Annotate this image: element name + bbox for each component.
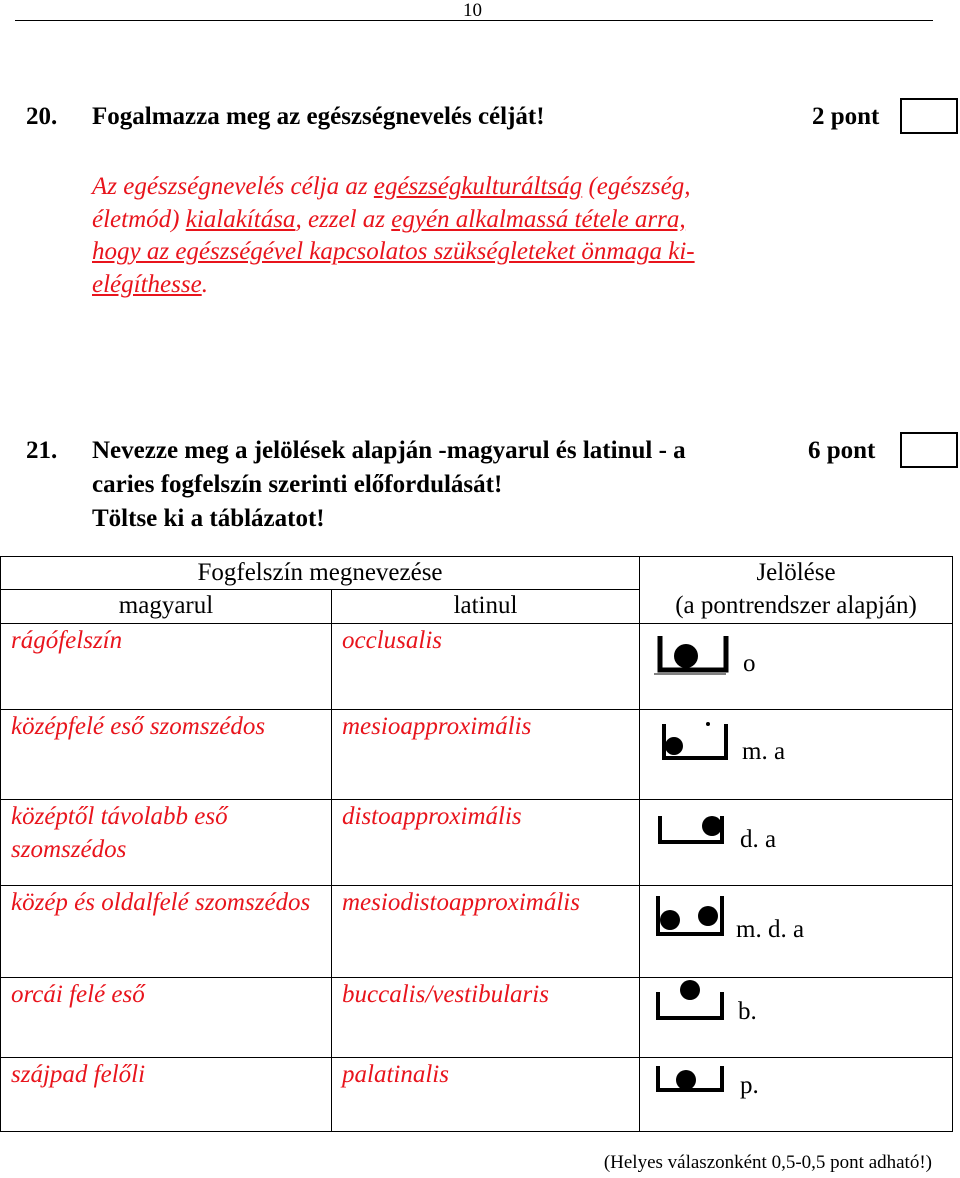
- answer-text: Az egészségnevelés célja az: [92, 173, 374, 200]
- mesiodistal-mark-icon: [652, 892, 732, 940]
- question-21-text-line2: caries fogfelszín szerinti előfordulását!: [92, 471, 503, 498]
- question-21-number: 21.: [26, 437, 58, 464]
- answer-line: [92, 269, 812, 302]
- question-21-points: 6 pont: [808, 437, 876, 464]
- cell-marking: [640, 800, 953, 886]
- question-20-text: Fogalmazza meg az egészségnevelés célját!: [92, 103, 545, 130]
- table-row: [1, 624, 953, 710]
- mark-label: b.: [738, 998, 757, 1025]
- cell-marking: [640, 710, 953, 800]
- mesial-mark-icon: [660, 718, 740, 764]
- table-row: [1, 886, 953, 978]
- palatal-mark-icon: [652, 1060, 732, 1100]
- cell-marking: [640, 886, 953, 978]
- table-row: [1, 1058, 953, 1132]
- cell-latin[interactable]: mesiodistoapproximális: [332, 886, 640, 978]
- answer-text: (egészség,: [582, 173, 691, 200]
- distal-mark-icon: [656, 806, 736, 852]
- cell-hungarian[interactable]: középfelé eső szomszédos: [1, 710, 332, 800]
- question-20-number: 20.: [26, 103, 58, 130]
- cell-latin[interactable]: distoapproximális: [332, 800, 640, 886]
- table-row: [1, 978, 953, 1058]
- question-20-answer: [92, 171, 812, 301]
- cell-hungarian[interactable]: középtől távolabb eső szomszédos: [1, 800, 332, 886]
- cell-latin[interactable]: buccalis/vestibularis: [332, 978, 640, 1058]
- mark-label: o: [743, 650, 756, 677]
- table-row: [1, 710, 953, 800]
- header-marking-note: (a pontrendszer alapján): [640, 590, 953, 624]
- header-hungarian: magyarul: [1, 590, 332, 624]
- answer-text: életmód): [92, 205, 186, 233]
- question-21-text-line3: Töltse ki a táblázatot!: [92, 505, 325, 532]
- cell-hungarian[interactable]: orcái felé eső: [1, 978, 332, 1058]
- question-20-points: 2 pont: [812, 103, 880, 130]
- header-rule: [15, 20, 933, 21]
- caries-surface-table: [0, 556, 953, 1132]
- page-number: 10: [463, 0, 482, 21]
- cell-marking: [640, 624, 953, 710]
- cell-hungarian[interactable]: szájpad felőli: [1, 1058, 332, 1132]
- question-21-text-line1: Nevezze meg a jelölések alapján -magyarul és latinul - a: [92, 437, 686, 464]
- mark-label: p.: [740, 1072, 759, 1099]
- answer-underlined-text: kialakítása: [185, 205, 296, 233]
- table-row: [1, 800, 953, 886]
- cell-hungarian[interactable]: közép és oldalfelé szomszédos: [1, 886, 332, 978]
- footnote: (Helyes válaszonként 0,5-0,5 pont adható!): [603, 1152, 932, 1173]
- answer-underlined-text: egészségkulturáltság: [373, 173, 583, 200]
- header-surface-name: Fogfelszín megnevezése: [1, 557, 640, 590]
- answer-text: .: [201, 270, 208, 298]
- cell-marking: [640, 1058, 953, 1132]
- mark-label: m. d. a: [736, 916, 805, 943]
- cell-latin[interactable]: palatinalis: [332, 1058, 640, 1132]
- answer-line: [92, 236, 812, 269]
- cell-hungarian[interactable]: rágófelszín: [1, 624, 332, 710]
- mark-label: d. a: [740, 826, 777, 853]
- mark-label: m. a: [742, 738, 786, 765]
- answer-line: [92, 204, 812, 237]
- cell-latin[interactable]: occlusalis: [332, 624, 640, 710]
- cell-marking: [640, 978, 953, 1058]
- answer-text: , ezzel az: [295, 205, 392, 233]
- cell-latin[interactable]: mesioapproximális: [332, 710, 640, 800]
- answer-underlined-text: hogy az egészségével kapcsolatos szükségleteket önmaga ki-: [92, 238, 695, 265]
- question-20-score-box[interactable]: [900, 98, 958, 134]
- header-latin: latinul: [332, 590, 640, 624]
- occlusal-mark-icon: [652, 632, 732, 678]
- answer-underlined-text: egyén alkalmassá tétele arra,: [391, 205, 686, 233]
- buccal-mark-icon: [652, 978, 732, 1024]
- answer-line: [92, 171, 812, 204]
- answer-underlined-text: elégíthesse: [92, 270, 202, 298]
- question-21-score-box[interactable]: [900, 432, 958, 468]
- header-marking: Jelölése: [640, 557, 953, 590]
